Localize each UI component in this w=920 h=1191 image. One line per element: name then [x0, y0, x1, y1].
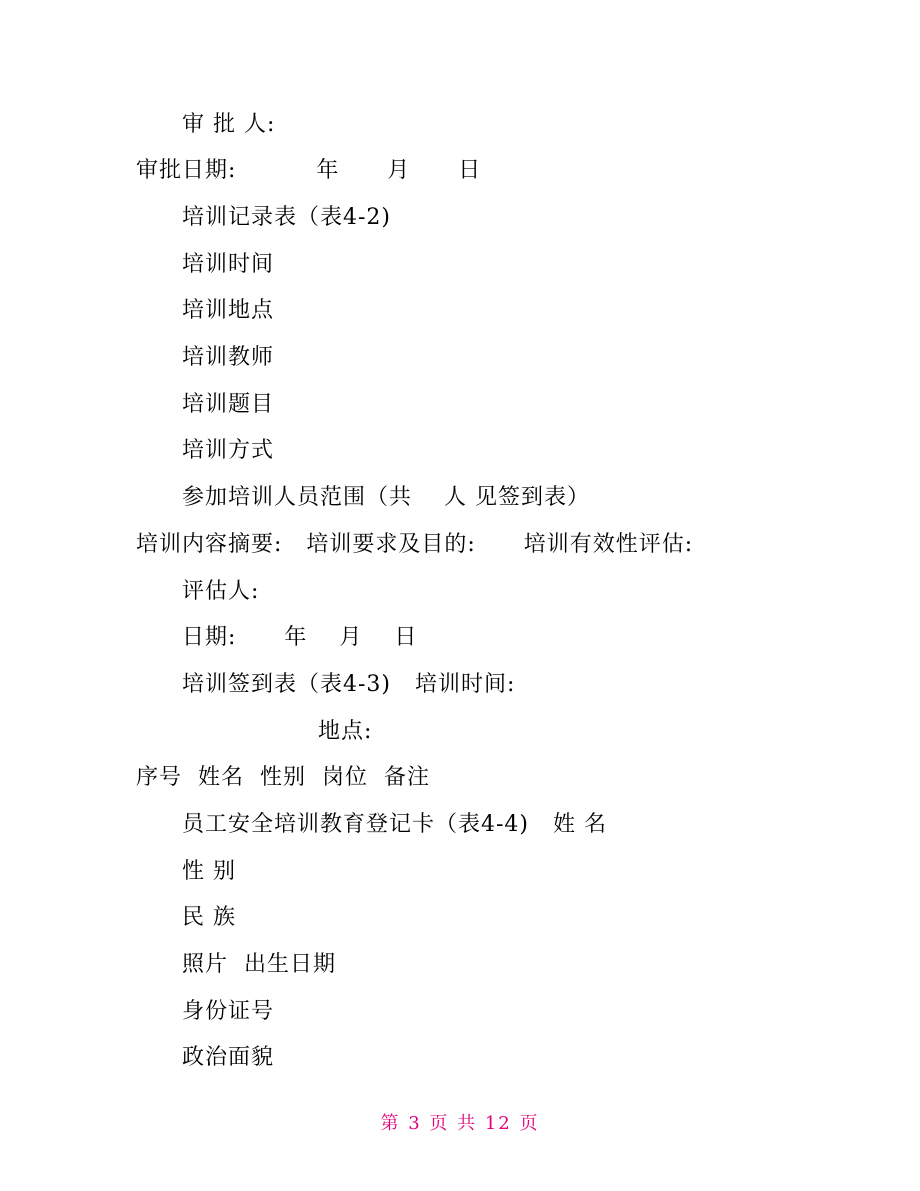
- approval-date-line: 审批日期: 年 月 日: [136, 158, 482, 183]
- id-number-label: 身份证号: [182, 999, 275, 1024]
- approver-line: 审 批 人:: [182, 112, 276, 137]
- training-method-label: 培训方式: [182, 438, 275, 463]
- page-number-footer: 第 3 页 共 12 页: [380, 1113, 540, 1134]
- sign-in-sheet-title: 培训签到表（表4-3) 培训时间:: [182, 672, 516, 697]
- training-time-label: 培训时间: [182, 252, 275, 277]
- sign-in-table-header: 序号 姓名 性别 岗位 备注: [136, 765, 430, 790]
- training-teacher-label: 培训教师: [182, 345, 275, 370]
- gender-label: 性 别: [182, 859, 236, 884]
- training-record-title: 培训记录表（表4-2): [182, 205, 392, 230]
- registration-card-title: 员工安全培训教育登记卡（表4-4) 姓 名: [182, 812, 607, 837]
- evaluation-date-line: 日期: 年 月 日: [182, 625, 418, 650]
- ethnicity-label: 民 族: [182, 905, 236, 930]
- training-location-label: 培训地点: [182, 298, 275, 323]
- training-summary-line: 培训内容摘要: 培训要求及目的: 培训有效性评估:: [136, 532, 694, 557]
- political-status-label: 政治面貌: [182, 1045, 275, 1070]
- sign-in-location-label: 地点:: [318, 719, 373, 744]
- training-topic-label: 培训题目: [182, 392, 275, 417]
- photo-birthdate-label: 照片 出生日期: [182, 952, 336, 977]
- evaluator-label: 评估人:: [182, 579, 260, 604]
- participants-scope-label: 参加培训人员范围（共 人 见签到表）: [182, 485, 590, 510]
